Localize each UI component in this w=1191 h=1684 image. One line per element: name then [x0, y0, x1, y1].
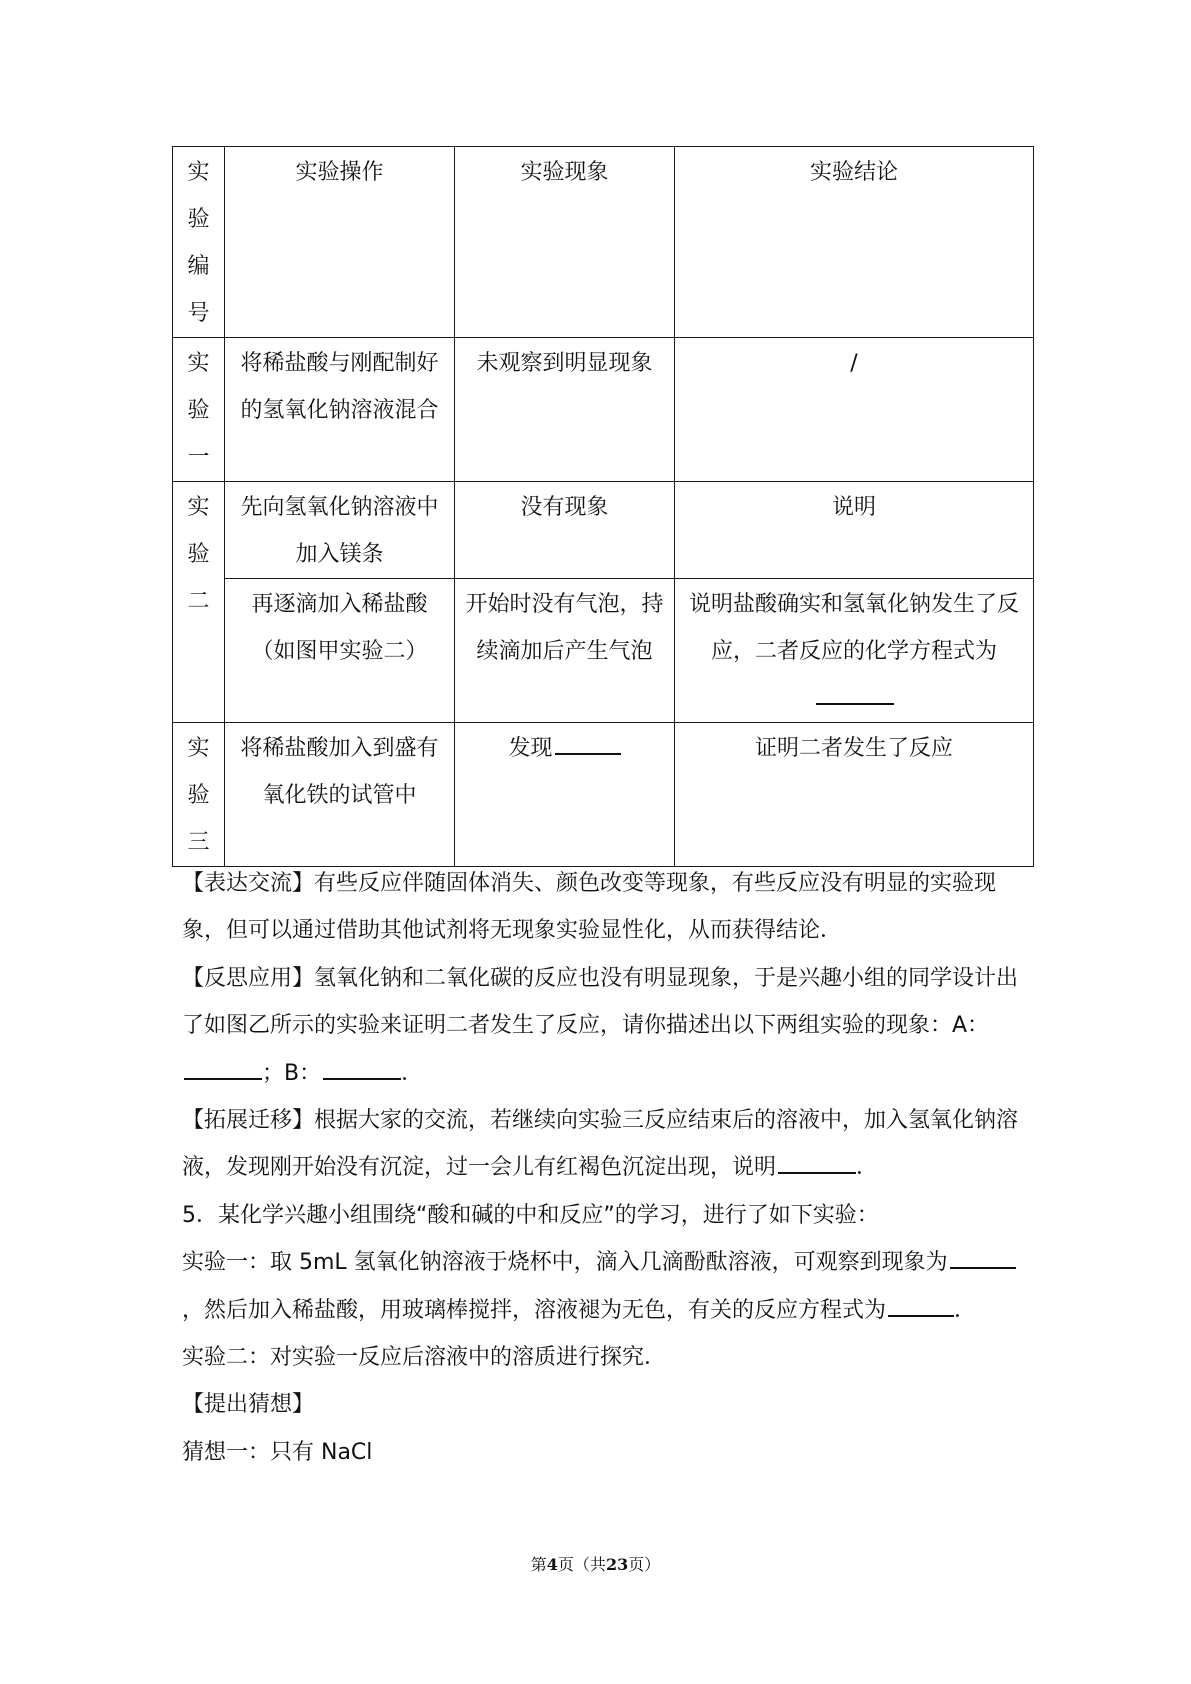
- answer-blank: [950, 1265, 1016, 1269]
- experiment-table: [172, 146, 1034, 867]
- table-header-row: [173, 147, 1034, 338]
- conclusion-cell: 说明: [675, 482, 1034, 579]
- operation-cell: 将稀盐酸加入到盛有氧化铁的试管中: [225, 723, 455, 867]
- phenomenon-cell: [455, 723, 675, 867]
- paragraph-hypothesis-one: 猜想一：只有 NaCl: [182, 1439, 373, 1465]
- table-row: [173, 482, 1034, 579]
- answer-blank: [816, 701, 894, 705]
- experiment-number: 实 验 二: [173, 482, 225, 723]
- conclusion-text: 说明盐酸确实和氢氧化钠发生了反应，二者反应的化学方程式为: [688, 592, 1019, 664]
- paragraph-expression-exchange: 【表达交流】有些反应伴随固体消失、颜色改变等现象，有些反应没有明显的实验现象，但可以通过借助其他试剂将无现象实验显性化，从而获得结论．: [182, 871, 997, 944]
- experiment-number: 实 验 一: [173, 338, 225, 482]
- answer-blank: [778, 1170, 856, 1174]
- conclusion-cell: [675, 579, 1034, 723]
- total-pages: 23: [605, 1555, 629, 1574]
- answer-blank: [888, 1313, 954, 1317]
- paragraph-experiment-one: 实验一：取 5mL 氢氧化钠溶液于烧杯中，滴入几滴酚酞溶液，可观察到现象为，然后加入稀盐酸，用玻璃棒搅拌，溶液褪为无色，有关的反应方程式为 ．: [182, 1239, 1028, 1334]
- operation-cell: 再逐滴加入稀盐酸（如图甲实验二）: [225, 579, 455, 723]
- operation-cell: 将稀盐酸与刚配制好的氢氧化钠溶液混合: [225, 338, 455, 482]
- paragraph-reflection-application: 【反思应用】氢氧化钠和二氧化碳的反应也没有明显现象，于是兴趣小组的同学设计出了如图乙所示的实验来证明二者发生了反应，请你描述出以下两组实验的现象：A：；B： ．: [182, 965, 1019, 1086]
- phenomenon-cell: 开始时没有气泡，持续滴加后产生气泡: [455, 579, 675, 723]
- question-5-stem: 5．某化学兴趣小组围绕“酸和碱的中和反应”的学习，进行了如下实验：: [182, 1202, 879, 1228]
- page-number: 4: [546, 1555, 558, 1574]
- experiment-number: 实 验 三: [173, 723, 225, 867]
- question-text: [182, 860, 1028, 1476]
- header-phenomenon: 实验现象: [455, 147, 675, 338]
- table-row: [173, 338, 1034, 482]
- table-row: [173, 723, 1034, 867]
- conclusion-cell: /: [675, 338, 1034, 482]
- answer-blank-a: [184, 1076, 262, 1080]
- operation-cell: 先向氢氧化钠溶液中加入镁条: [225, 482, 455, 579]
- table-row: [173, 579, 1034, 723]
- answer-blank-b: [323, 1076, 401, 1080]
- answer-blank: [555, 751, 621, 755]
- header-experiment-number: 实 验 编 号: [173, 147, 225, 338]
- phenomenon-cell: 未观察到明显现象: [455, 338, 675, 482]
- phenomenon-cell: 没有现象: [455, 482, 675, 579]
- paragraph-extension-transfer: 【拓展迁移】根据大家的交流，若继续向实验三反应结束后的溶液中，加入氢氧化钠溶液，发现刚开始没有沉淀，过一会儿有红褐色沉淀出现，说明 ．: [182, 1108, 1019, 1181]
- phenomenon-text: 发现: [508, 736, 553, 761]
- paragraph-experiment-two: 实验二：对实验一反应后溶液中的溶质进行探究．: [182, 1345, 667, 1371]
- conclusion-cell: 证明二者发生了反应: [675, 723, 1034, 867]
- header-operation: 实验操作: [225, 147, 455, 338]
- header-conclusion: 实验结论: [675, 147, 1034, 338]
- paragraph-hypothesis-heading: 【提出猜想】: [182, 1392, 315, 1418]
- page-footer: 第4页（共23页）: [530, 1555, 661, 1574]
